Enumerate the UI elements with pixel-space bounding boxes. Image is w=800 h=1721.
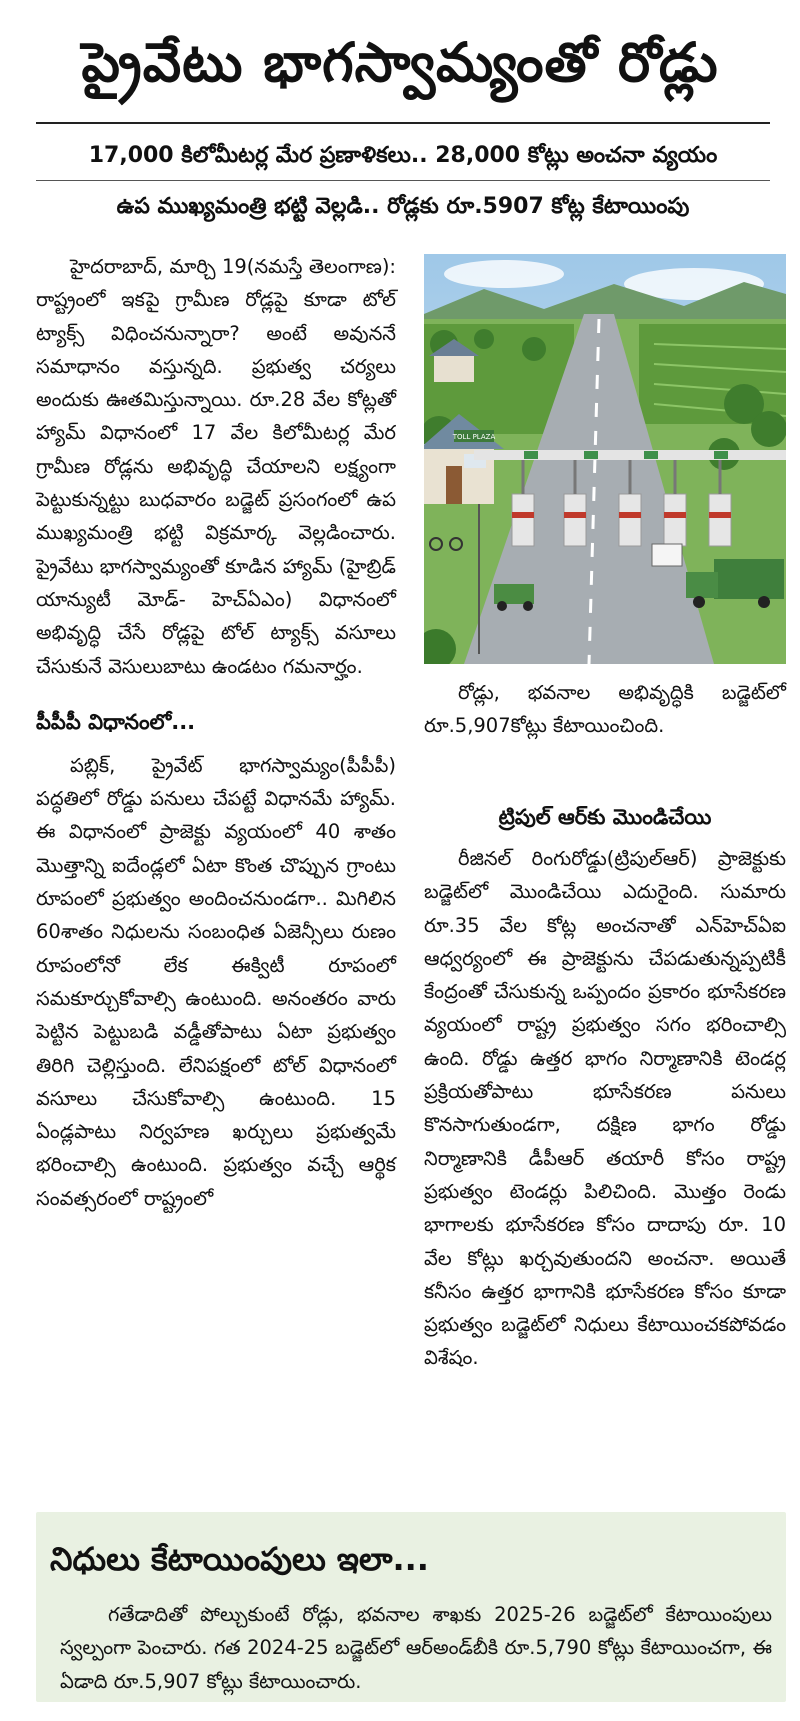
article-paragraph-2: పబ్లిక్, ప్రైవేట్ భాగస్వామ్యం(పీపీపీ) పద్ధతిలో రోడ్డు పనులు చేపట్టే విధానమే హ్యామ్. ఈ విధానంలో ప్రాజెక్టు వ్యయంలో 40 శాతం మొత్తాన్ని ఐదేండ్లలో ఏటా కొంత చొప్పున గ్రాంటు రూపంలో ప్రభుత్వం అందించనుండగా.. మిగిలిన 60శాతం నిధులను సంబంధిత ఏజెన్సీలు రుణం రూపంలోనో లేక ఈక్విటీ రూపంలో సమకూర్చుకోవాల్సి ఉంటుంది. అనంతరం వారు పెట్టిన పెట్టుబడి వడ్డీతోపాటు ఏటా ప్రభుత్వం తిరిగి చెల్లిస్తుంది. లేనిపక్షంలో టోల్ విధానంలో వసూలు చేసుకోవాల్సి ఉంటుంది. 15 ఏండ్లపాటు నిర్వహణ ఖర్చులు ప్రభుత్వమే భరించాల్సి ఉంటుంది. ప్రభుత్వం వచ్చే ఆర్థిక సంవత్సరంలో రాష్ట్రంలో <box>36 753 396 1210</box>
boxout-title: నిధులు కేటాయింపులు ఇలా... <box>50 1540 429 1578</box>
article-paragraph-budget: రోడ్లు, భవనాల అభివృద్ధికి బడ్జెట్‌లో రూ.5,907కోట్లు కేటాయించింది. <box>424 681 786 738</box>
rule-top <box>36 122 770 124</box>
section-subhead-rrr: ట్రిపుల్ ఆర్‌కు మొండిచేయి <box>498 805 712 829</box>
left-column <box>36 250 396 1215</box>
toll-plaza-illustration <box>424 254 786 664</box>
rule-mid <box>36 180 770 181</box>
headline: ప్రైవేటు భాగస్వామ్యంతో రోడ్లు <box>81 31 719 94</box>
right-column-caption <box>424 676 786 743</box>
article-paragraph-rrr: రీజినల్ రింగురోడ్డు(ట్రిపుల్ఆర్) ప్రాజెక్టుకు బడ్జెట్‌లో మొండిచేయి ఎదురైంది. సుమారు రూ.35 వేల కోట్ల అంచనాతో ఎన్‌హెచ్ఏఐ ఆధ్వర్యంలో ఈ ప్రాజెక్టును చేపడుతున్నప్పటికీ కేంద్రంతో చేసుకున్న ఒప్పందం ప్రకారం భూసేకరణ వ్యయంలో రాష్ట్ర ప్రభుత్వం సగం భరించాల్సి ఉంది. రోడ్డు ఉత్తర భాగం నిర్మాణానికి టెండర్ల ప్రక్రియతోపాటు భూసేకరణ పనులు కొనసాగుతుండగా, దక్షిణ భాగం రోడ్డు నిర్మాణానికి డీపీఆర్ తయారీ కోసం రాష్ట్ర ప్రభుత్వం టెండర్లు పిలిచింది. మొత్తం రెండు భాగాలకు భూసేకరణ కోసం దాదాపు రూ. 10 వేల కోట్లు ఖర్చవుతుందని అంచనా. అయితే కనీసం ఉత్తర భాగానికి భూసేకరణ కోసం కూడా ప్రభుత్వం బడ్జెట్‌లో నిధులు కేటాయించకపోవడం విశేషం. <box>424 847 786 1370</box>
subheadline-1: 17,000 కిలోమీటర్ల మేర ప్రణాళికలు.. 28,000 కోట్లు అంచనా వ్యయం <box>88 143 718 168</box>
section-subhead-ppp: పీపీపీ విధానంలో... <box>36 709 196 734</box>
boxout-body <box>60 1598 772 1698</box>
allocation-boxout <box>36 1512 786 1702</box>
right-column <box>424 778 786 1375</box>
boxout-paragraph: గతేడాదితో పోల్చుకుంటే రోడ్లు, భవనాల శాఖకు 2025-26 బడ్జెట్‌లో కేటాయింపులు స్వల్పంగా పెంచారు. గత 2024-25 బడ్జెట్‌లో ఆర్అండ్‌బీకి రూ.5,790 కోట్లు కేటాయించగా, ఈ ఏడాది రూ.5,907 కోట్లు కేటాయించారు. <box>60 1603 772 1693</box>
toll-plaza-sign-text: TOLL PLAZA <box>452 433 496 441</box>
article-paragraph-1: హైదరాబాద్, మార్చి 19(నమస్తే తెలంగాణ): రాష్ట్రంలో ఇకపై గ్రామీణ రోడ్లపై కూడా టోల్ ట్యాక్స్ విధించనున్నారా? అంటే అవుననే సమాధానం వస్తున్నది. ప్రభుత్వ చర్యలు అందుకు ఊతమిస్తున్నాయి. రూ.28 వేల కోట్లతో హ్యామ్ విధానంలో 17 వేల కిలోమీటర్ల మేర గ్రామీణ రోడ్లను అభివృద్ధి చేయాలని లక్ష్యంగా పెట్టుకున్నట్టు బుధవారం బడ్జెట్ ప్రసంగంలో ఉప ముఖ్యమంత్రి భట్టి విక్రమార్క వెల్లడించారు. ప్రైవేటు భాగస్వామ్యంతో కూడిన హ్యామ్ (హైబ్రిడ్ యాన్యుటీ మోడ్- హెచ్ఏఎం) విధానంలో అభివృద్ధి చేసే రోడ్లపై టోల్ ట్యాక్స్ వసూలు చేసుకునే వెసులుబాటు ఉండటం గమనార్హం. <box>36 255 396 678</box>
subheadline-2: ఉప ముఖ్యమంత్రి భట్టి వెల్లడి.. రోడ్లకు రూ.5907 కోట్ల కేటాయింపు <box>116 194 690 219</box>
